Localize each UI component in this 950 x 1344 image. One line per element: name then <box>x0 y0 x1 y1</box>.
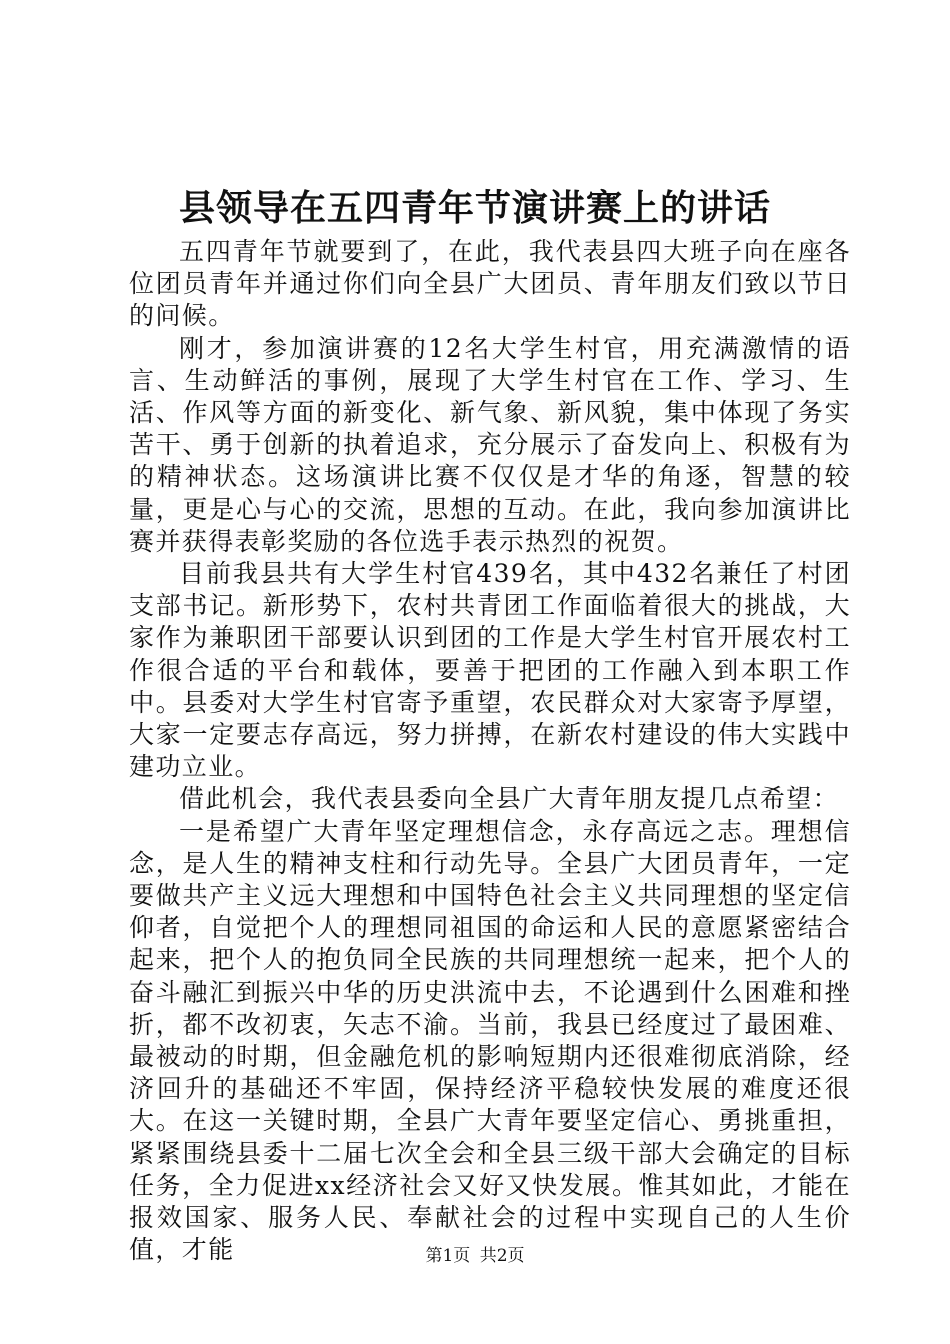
document-body <box>129 236 851 1267</box>
page-number: 第1页 <box>425 1246 471 1266</box>
paragraph-hopes-intro: 借此机会，我代表县委向全县广大青年朋友提几点希望： <box>179 784 840 814</box>
paragraph-greeting: 五四青年节就要到了，在此，我代表县四大班子向在座各位团员青年并通过你们向全县广大团员、青年朋友们致以节日的问候。 <box>129 237 851 331</box>
page-footer <box>0 1244 950 1268</box>
paragraph-speech-contest: 刚才，参加演讲赛的12名大学生村官，用充满激情的语言、生动鲜活的事例，展现了大学生村官在工作、学习、生活、作风等方面的新变化、新气象、新风貌，集中体现了务实苦干、勇于创新的执着追求，充分展示了奋发向上、积极有为的精神状态。这场演讲比赛不仅仅是才华的角逐，智慧的较量，更是心与心的交流，思想的互动。在此，我向参加演讲比赛并获得表彰奖励的各位选手表示热烈的祝贺。 <box>129 333 851 556</box>
paragraph-hope-one: 一是希望广大青年坚定理想信念，永存高远之志。理想信念，是人生的精神支柱和行动先导。全县广大团员青年，一定要做共产主义远大理想和中国特色社会主义共同理想的坚定信仰者，自觉把个人的理想同祖国的命运和人民的意愿紧密结合起来，把个人的抱负同全民族的共同理想统一起来，把个人的奋斗融汇到振兴中华的历史洪流中去，不论遇到什么困难和挫折，都不改初衷，矢志不渝。当前，我县已经度过了最困难、最被动的时期，但金融危机的影响短期内还很难彻底消除，经济回升的基础还不牢固，保持经济平稳较快发展的难度还很大。在这一关键时期，全县广大青年要坚定信心、勇挑重担，紧紧围绕县委十二届七次全会和全县三级干部大会确定的目标任务，全力促进xx经济社会又好又快发展。惟其如此，才能在报效国家、服务人民、奉献社会的过程中实现自己的人生价值，才能 <box>129 816 851 1265</box>
paragraph-village-officials: 目前我县共有大学生村官439名，其中432名兼任了村团支部书记。新形势下，农村共青团工作面临着很大的挑战，大家作为兼职团干部要认识到团的工作是大学生村官开展农村工作很合适的平台和载体，要善于把团的工作融入到本职工作中。县委对大学生村官寄予重望，农民群众对大家寄予厚望，大家一定要志存高远，努力拼搏，在新农村建设的伟大实践中建功立业。 <box>129 559 851 782</box>
page-total: 共2页 <box>479 1246 525 1266</box>
document-title: 县领导在五四青年节演讲赛上的讲话 <box>178 187 771 229</box>
